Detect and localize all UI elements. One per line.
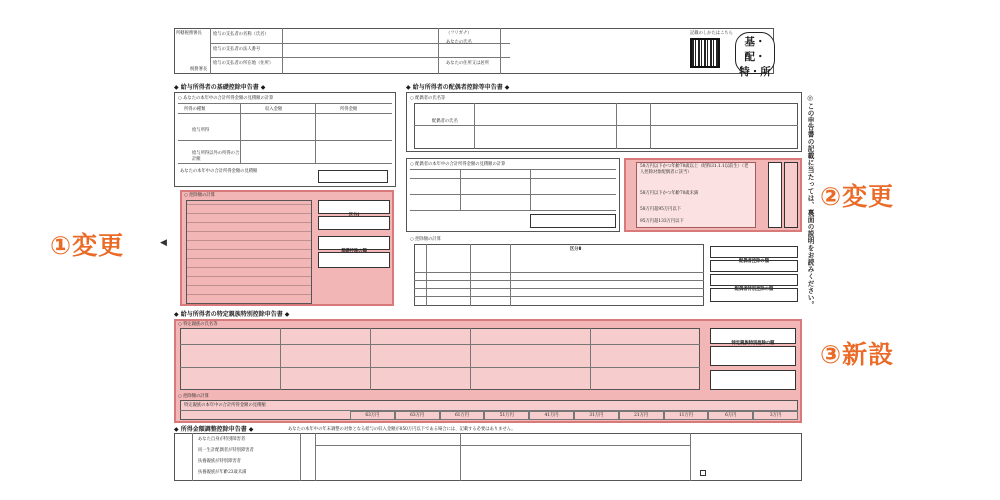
basic-calc-title: ○ 控除額の計算 [184, 193, 215, 198]
spouse-deduction-label: 配偶者控除の額 [738, 259, 770, 264]
form-badge [735, 32, 775, 78]
spouse-cond-1: 58万円以下かつ年齢70歳以上（昭和31.1.1以前生）（老人控除対象配偶者に該当） [640, 164, 749, 175]
relative-section-title: ◆ 給与所得者の特定親族特別控除申告書 ◆ [174, 311, 290, 318]
basic-col-kind: 所得の種類 [184, 107, 206, 112]
spouse-cond-3: 58万円超95万円以下 [640, 207, 682, 212]
tax-form [170, 10, 802, 490]
income-adj-title: ◆ 所得金額調整控除申告書 ◆ [174, 426, 254, 433]
basic-row-other: 給与所得以外の所得の合計額 [192, 151, 240, 162]
basic-total-field[interactable] [318, 170, 388, 183]
relative-amount-cell: 31万円 [574, 411, 619, 420]
callout-new-3: ③新設 [820, 340, 895, 369]
qr-note: 記載のしかたはこちら [690, 31, 733, 36]
payer-address-label: 給与の支払者の所在地（住所） [213, 61, 274, 66]
tax-office-suffix: 税務署長 [190, 67, 208, 72]
income-adj-item-1: あなた自身が特別障害者 [198, 437, 246, 442]
basic-deduction-field[interactable] [318, 252, 390, 268]
spouse-calc-title: ○ 控除額の計算 [410, 237, 441, 242]
basic-col-amount: 所得金額 [340, 107, 358, 112]
relative-amount-cell: 51万円 [484, 411, 529, 420]
relative-amount-cell: 63万円 [350, 411, 395, 420]
income-adj-item-4: 扶養親族が年齢23歳未満 [198, 470, 247, 475]
your-address-label: あなたの住所又は居所 [446, 61, 489, 66]
relative-deduction-label: 特定親族特別控除の額 [731, 341, 775, 346]
income-adj-box [174, 433, 802, 481]
payer-number-label: 給与の支払者の法人番号 [213, 47, 261, 52]
income-adj-check[interactable] [700, 470, 706, 476]
basic-deduction-box [318, 236, 390, 250]
spouse-name-label: 配偶者の氏名 [432, 119, 458, 124]
side-note: ◎この申告書の記載に当たっては、裏面の説明をお読みください。 [806, 94, 814, 309]
furigana-label: （フリガナ） [446, 31, 472, 36]
relative-amount-cell: 6万円 [708, 411, 753, 420]
spouse-deduction-field[interactable] [710, 260, 798, 272]
spouse-section-title: ◆ 給与所得者の配偶者控除等申告書 ◆ [406, 84, 510, 91]
category-1-field[interactable] [318, 216, 390, 230]
relative-amount-cell: 11万円 [664, 411, 709, 420]
basic-col-income: 収入金額 [265, 107, 283, 112]
your-name-label: あなたの氏名 [446, 40, 472, 45]
basic-section-title: ◆ 給与所得者の基礎控除申告書 ◆ [174, 84, 266, 91]
callout-change-1: ①変更 [50, 231, 125, 260]
relative-amount-cell: 63万円 [395, 411, 440, 420]
basic-subtitle: ○ あなたの本年中の合計所得金額の見積額の計算 [178, 96, 274, 101]
relative-deduction-field-2[interactable] [710, 370, 796, 390]
relative-name-title: ○ 特定親族の氏名等 [178, 322, 218, 327]
spouse-total-field[interactable] [530, 214, 616, 228]
relative-calc-row-label: 特定親族の本年中の合計所得金額の見積額 [184, 403, 266, 408]
callout-change-2: ②変更 [820, 182, 895, 211]
arrow-left-icon: ◀ [160, 238, 167, 248]
spouse-name-title: ○ 配偶者の氏名等 [410, 96, 446, 101]
basic-total-label: あなたの本年中の合計所得金額の見積額 [180, 169, 258, 174]
relative-amount-cell: 41万円 [529, 411, 574, 420]
spouse-special-field[interactable] [710, 288, 798, 302]
category-2-side-box [768, 162, 782, 228]
income-adj-item-3: 扶養親族が特別障害者 [198, 459, 241, 464]
spouse-special-box [710, 274, 798, 292]
income-adj-item-2: 同一生計配偶者が特別障害者 [198, 448, 254, 453]
relative-amount-cell: 61万円 [440, 411, 485, 420]
spouse-cond-2: 58万円以下かつ年齢70歳未満 [640, 191, 699, 196]
relative-calc-title: ○ 控除額の計算 [178, 394, 209, 399]
category-2-label: 区分Ⅱ [570, 247, 582, 252]
income-adj-note: あなたの本年中の年末調整の対象となる給与の収入金額が850万円以下である場合には、記載する必要はありません。 [288, 427, 516, 432]
basic-row-salary: 給与所得 [192, 128, 210, 133]
tax-office-label: 所轄税務署長 [176, 31, 202, 36]
spouse-special-label: 配偶者特別控除の額 [734, 287, 774, 292]
badge-text: 基・配・特・所 [739, 36, 771, 78]
spouse-cond-4: 95万円超133万円以下 [640, 219, 684, 224]
relative-amount-cell: 21万円 [619, 411, 664, 420]
relative-deduction-field-1[interactable] [710, 346, 796, 366]
relative-deduction-box [710, 328, 796, 344]
category-2-side-box-b [784, 162, 798, 228]
category-1-box [318, 200, 390, 214]
payer-name-label: 給与の支払者の名称（氏名） [213, 32, 269, 37]
spouse-income-title: ○ 配偶者の本年中の合計所得金額の見積額の計算 [410, 162, 506, 167]
relative-amount-cell: 3万円 [753, 411, 798, 420]
spouse-deduction-box [710, 246, 798, 264]
qr-code-icon [690, 38, 720, 68]
